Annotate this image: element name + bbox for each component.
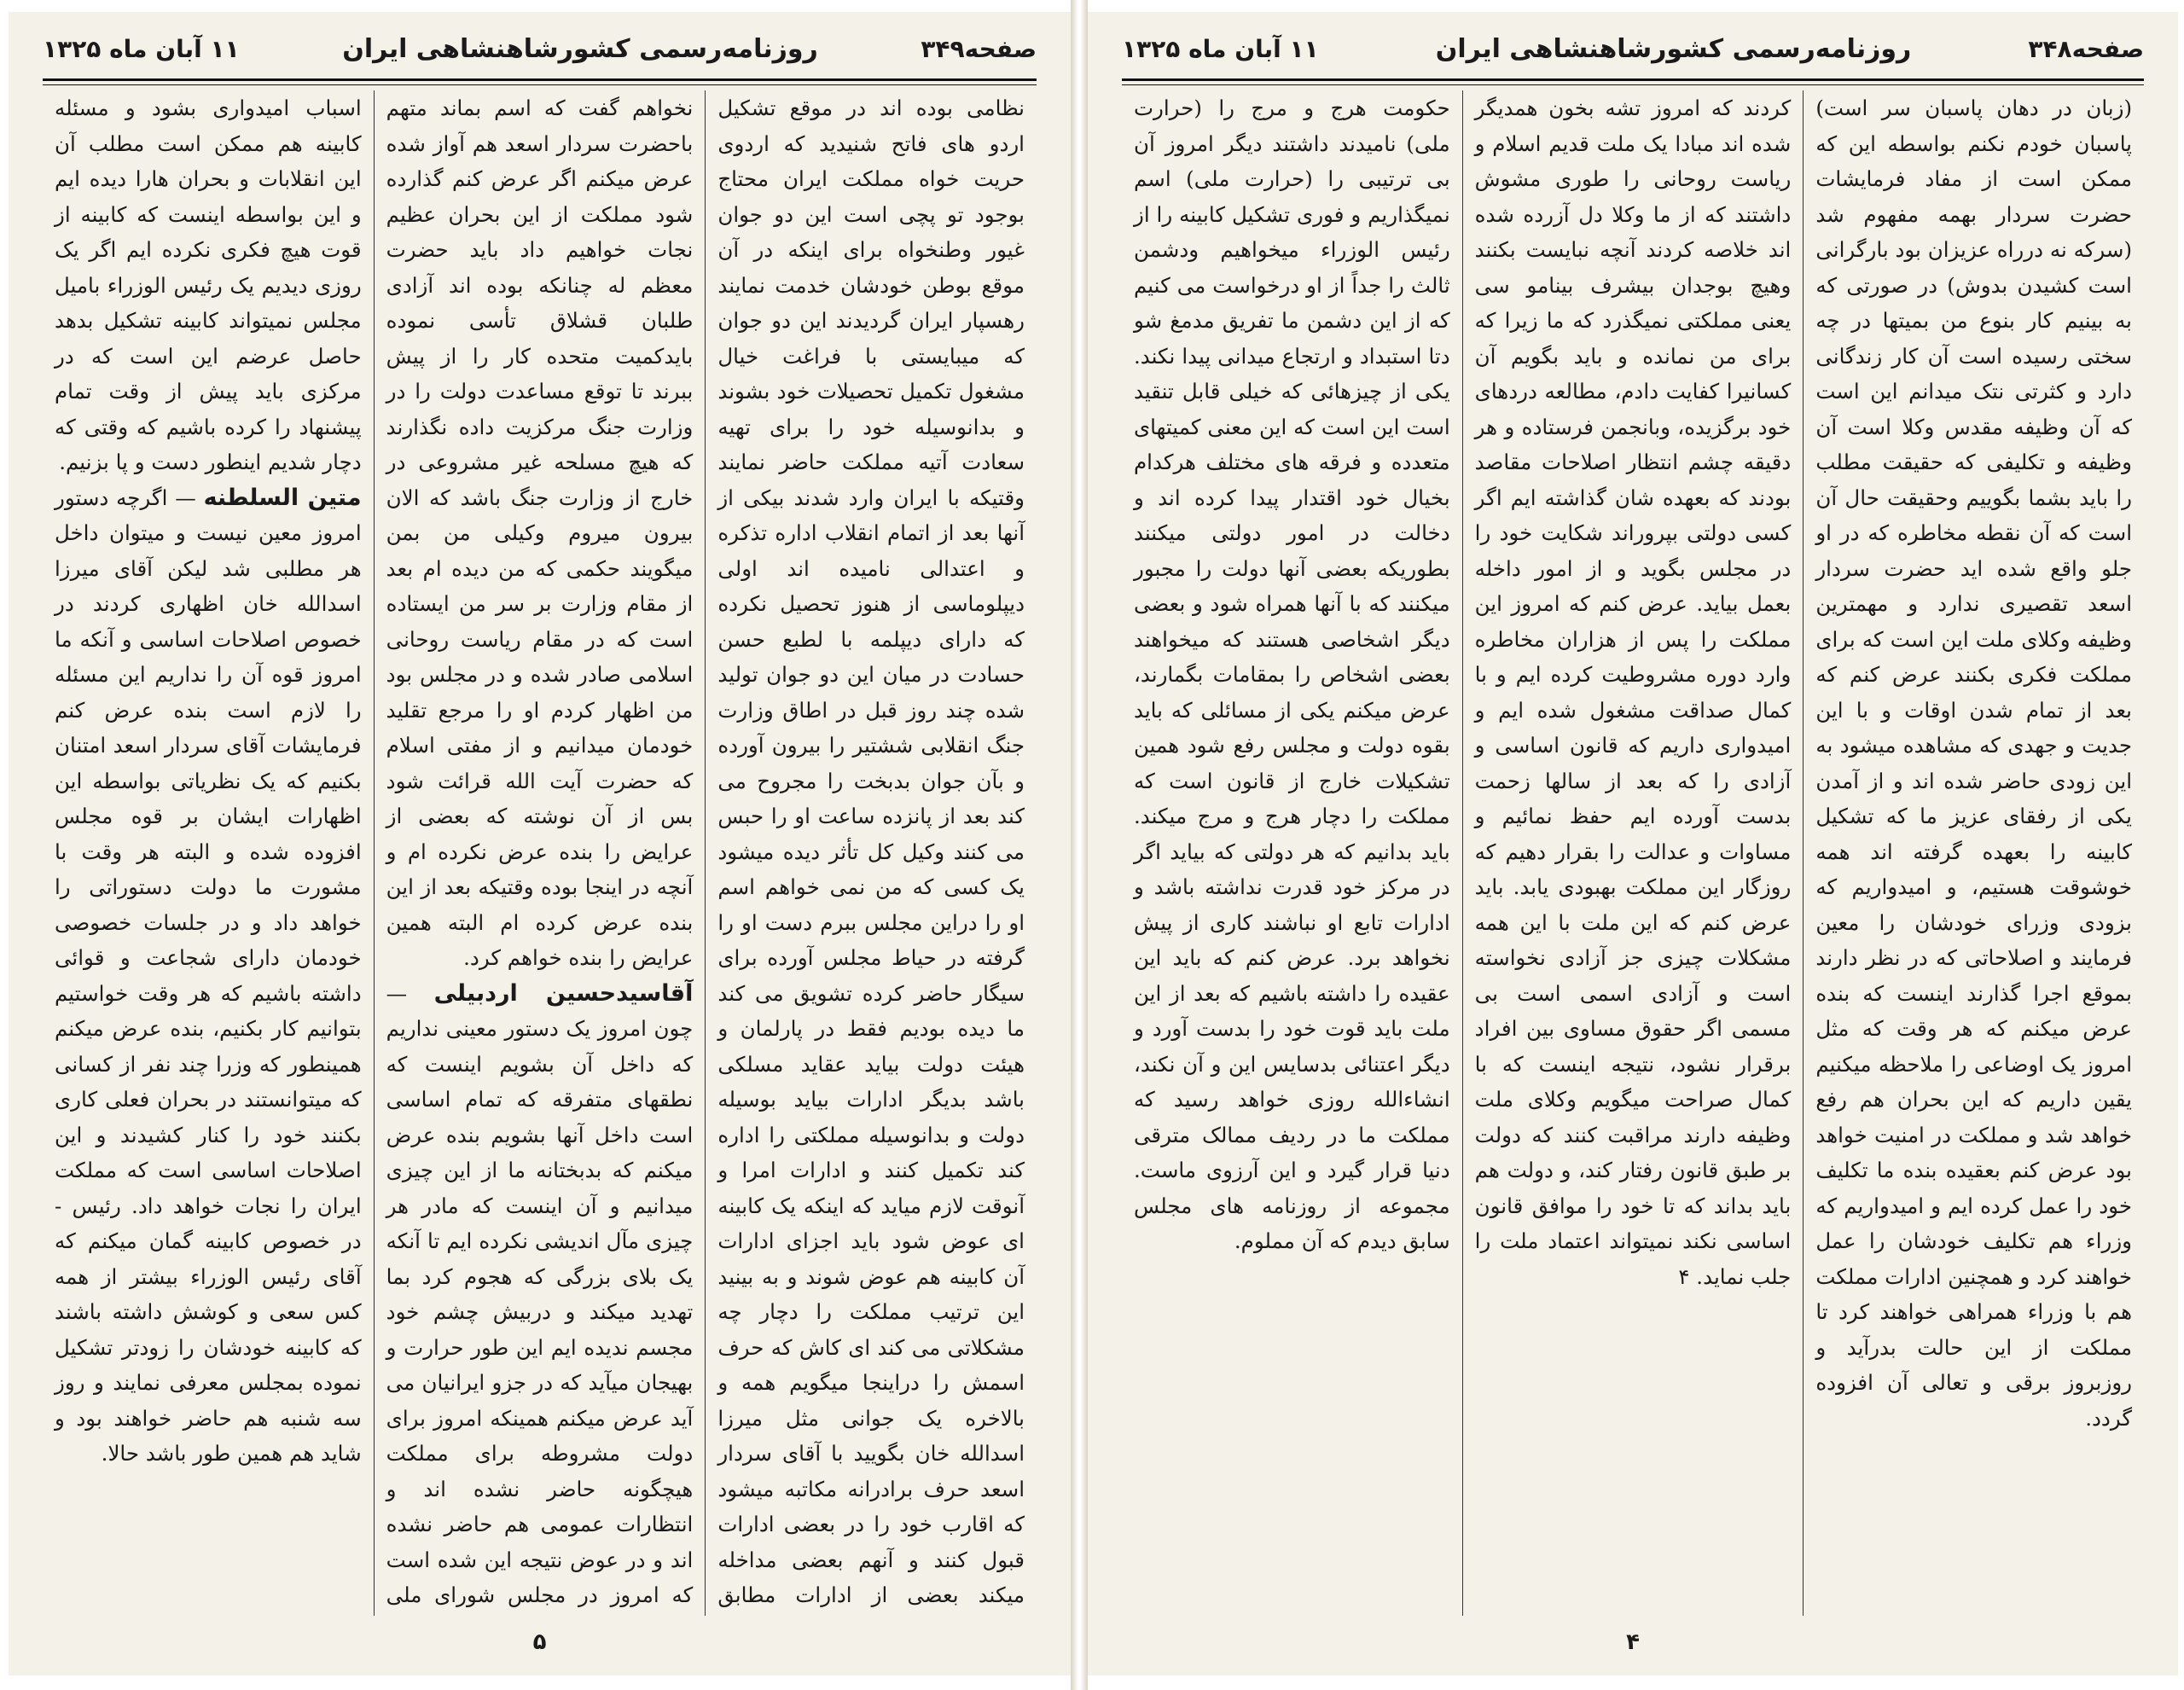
right-page-label: صفحه۳۴۸ [2028,34,2144,63]
left-column-2-subheading: آقاسیدحسین اردبیلی [433,979,694,1007]
left-page-number: ۵ [532,1629,547,1655]
left-column-2-subtext: چون امروز یک دستور معینی نداریم که داخل آن بشویم اینست که نطقهای متفرقه که تمام اساسی است داخل آنها بشویم بنده عرض میکنم که بدبختانه ما از این چیزی میدانیم و آن اینست که مادر هر چیزی مآل اندیشی نکرده ایم تا آنکه یک بلای بزرگی که هجوم کرد بما تهدید میکند و دربیش چشم خود مجسم ندیده ایم این طور حرارت و بهیجان میآید که در جزو ایرانیان می آید عرض میکنم همینکه امروز برای دولت مشروطه برای مملکت هیچگونه حاضر نشده اند و انتظارات عمومی هم حاضر نشده اند و در عوض نتیجه این شده است که امروز در مجلس شورای ملی [386,1016,694,1607]
right-page [1088,12,2178,1675]
right-column-3-text: حکومت هرج و مرج را (حرارت ملی) نامیدند داشتند دیگر امروز آن بی ترتیبی را (حرارت ملی) اسم نمیگذاریم و فوری تشکیل کابینه را از رئیس الوزراء میخواهیم ودشمن ثالث را جداً از او درخواست می کنیم که از این دشمن ما تفریق مدمغ شو دتا استبداد و ارتجاع میدانی پیدا نکند. یکی از چیزهائی که خیلی قابل تنقید است این است که این معنی کمیتهای متعدده و فرقه های مختلف هرکدام بخیال خود اقتدار پیدا کرده اند و دخالت در امور دولتی میکنند بطوریکه بعضی آنها دولت را مجبور میکنند که با آنها همراه شود و بعضی دیگر اشخاصی هستند که میخواهند بعضی اشخاص را بمقامات بگمارند، عرض میکنم یکی از مسائلی که باید بقوه دولت و مجلس رفع شود همین تشکیلات خارج از قانون است که مملکت را دچار هرج و مرج میکند. باید بدانیم که هر دولتی که بیاید اگر در مرکز خود قدرت نداشته باشد و ادارات تابع او نباشند کاری از پیش نخواهد برد. عرض کنم که باید این عقیده را داشته باشیم که بعد از این ملت باید قوت خود را بدست آورد و دیگر اعتنائی بدسایس این و آن نکند، انشاءالله روزی خواهد رسید که مملکت ما در ردیف ممالک مترقی دنیا قرار گیرد و این آرزوی ماست. مجموعه از روزنامه های مجلس سابق دیدم که آن مملوم. [1133,96,1450,1253]
right-column-2-text: کردند که امروز تشه بخون همدیگر شده اند مبادا یک ملت قدیم اسلام و ریاست روحانی را طوری مشوش داشتند که از ما وکلا دل آزرده شده اند خلاصه کردند آنچه نبایست بکنند وهیچ بوجدان بیشرف بینامو سی یعنی مملکتی نمیگذرد که ما زیرا که برای من نمانده و باید بگویم آن کسانیرا کفایت دادم، مطالعه دردهای خود برگزیده، وبانجمن فرستاده و هر دقیقه چشم انتظار اصلاحات مقاصد بودند که بعهده شان گذاشته ایم اگر کسی دولتی بپروراند شکایت خود را در مجلس بگوید و از امور داخله بعمل بیاید. عرض کنم که امروز این مملکت را پس از هزاران مخاطره وارد دوره مشروطیت کرده ایم و با کمال صداقت مشغول شده ایم و امیدواری داریم که قانون اساسی و آزادی را که بعد از سالها زحمت بدست آورده ایم حفظ نمائیم و مساوات و عدالت را بقرار دهیم که روزگار این مملکت بهبودی یابد. باید عرض کنم که این ملت با این همه مشکلات چیزی جز آزادی نخواسته است و آزادی اسمی است بی مسمی اگر حقوق مساوی بین افراد برقرار نشود، نتیجه اینست که با کمال صراحت میگویم وکلای ملت وظیفه دارند مراقبت کنند که دولت بر طبق قانون رفتار کند، و دولت هم باید بداند که تا خود را موافق قانون اساسی نکند نمیتواند اعتماد ملت را جلب نماید. ۴ [1474,96,1792,1289]
left-paper-name: روزنامه‌رسمی کشورشاهنشاهی ایران [342,33,818,64]
right-paper-name: روزنامه‌رسمی کشورشاهنشاهی ایران [1435,33,1912,64]
left-page-date: ۱۱ آبان ماه ۱۳۲۵ [43,34,240,63]
right-page-header [1122,20,2144,77]
right-column-3 [1122,90,1462,1616]
right-column-2 [1462,90,1804,1616]
left-page-columns [43,90,1037,1616]
left-column-2-text: نخواهم گفت که اسم بماند متهم باحضرت سردار اسعد هم آواز شده عرض میکنم اگر عرض کنم گذارده شود مملکت از این بحران عظیم نجات خواهیم داد باید حضرت معظم له چنانکه بوده اند آزادی طلبان قشلاق تأسی نموده بایدکمیت متحده کار را از پیش ببرند تا توقع مساعدت دولت را در وزارت جنگ مرکزیت داده نگذارند که هیچ مسلحه غیر مشروعی در خارج از وزارت جنگ باشد که الان بیرون میروم وکیلی من بمن میگویند حکمی که من دیده ام بعد از مقام وزارت بر سر من ایستاده است که در مقام ریاست روحانی اسلامی صادر شده و در مجلس بود من اظهار کردم او را مرجع تقلید خودمان میدانیم و از مفتی اسلام که حضرت آیت الله قرائت شود بس از آن نوشته که بعضی از عرایض را بنده عرض نکرده ام و آنچه در اینجا بوده وقتیکه بعد از این بنده عرض کرده ام البته همین عرایض را بنده خواهم کرد. [386,96,694,970]
left-column-3: اسباب امیدواری بشود و مسئله کابینه هم ممکن است مطلب آن این انقلابات و بحران هارا دیده ایم و این بواسطه اینست که کابینه از قوت هیچ فکری نکرده ایم اگر یک روزی دیدیم یک رئیس الوزراء بامیل مجلس نمیتواند کابینه تشکیل بدهد حاصل عرضم این است که در مرکزی باید پیش از وقت تمام پیشنهاد را کرده باشیم که وقتی که دچار شدیم اینطور دست و پا بزنیم. متین السلطنه — اگرچه دستور امروز معین نیست و میتوان داخل هر مطلبی شد لیکن آقای میرزا اسدالله خان اظهاری کردند در خصوص اصلاحات اساسی و آنکه ما امروز قوه آن را نداریم این مسئله را لازم است بنده عرض کنم فرمایشات آقای سردار اسعد امتنان بکنیم که یک نظریاتی بواسطه این اظهارات ایشان بر قوه مجلس افزوده شده و البته هر وقت با مشورت ما دولت دستوراتی را خواهد داد و در جلسات خصوصی خودمان دارای شجاعت و قوائی داشته باشیم که هر وقت خواستیم بتوانیم کار بکنیم، بنده عرض میکنم همینطور که وزرا چند نفر از کسانی که میتوانستند در بحران فعلی کاری بکنند خود را کنار کشیدند و این اصلاحات اساسی است که مملکت ایران را نجات خواهد داد. رئیس - در خصوص کابینه گمان میکنم که آقای رئیس الوزراء بیشتر از همه کس سعی و کوشش داشته باشند که کابینه خودشان را زودتر تشکیل نموده بمجلس معرفی نمایند و روز سه شنبه هم حاضر خواهند بود و شاید هم همین طور باشد حالا. [43,90,374,1616]
left-page-header [43,20,1037,77]
left-column-3-subtext: اگرچه دستور امروز معین نیست و میتوان داخل هر مطلبی شد لیکن آقای میرزا اسدالله خان اظهاری کردند در خصوص اصلاحات اساسی و آنکه ما امروز قوه آن را نداریم این مسئله را لازم است بنده عرض کنم فرمایشات آقای سردار اسعد امتنان بکنیم که یک نظریاتی بواسطه این اظهارات ایشان بر قوه مجلس افزوده شده و البته هر وقت با مشورت ما دولت دستوراتی را خواهد داد و در جلسات خصوصی خودمان دارای شجاعت و قوائی داشته باشیم که هر وقت خواستیم بتوانیم کار بکنیم، بنده عرض میکنم همینطور که وزرا چند نفر از کسانی که میتوانستند در بحران فعلی کاری بکنند خود را کنار کشیدند و این اصلاحات اساسی است که مملکت ایران را نجات خواهد داد. رئیس - در خصوص کابینه گمان میکنم که آقای رئیس الوزراء بیشتر از همه کس سعی و کوشش داشته باشند که کابینه خودشان را زودتر تشکیل نموده بمجلس معرفی نمایند و روز سه شنبه هم حاضر خواهند بود و شاید هم همین طور باشد حالا. [54,485,362,1466]
left-header-rule [43,78,1037,85]
left-column-3-text: اسباب امیدواری بشود و مسئله کابینه هم ممکن است مطلب آن این انقلابات و بحران هارا دیده ایم و این بواسطه اینست که کابینه از قوت هیچ فکری نکرده ایم اگر یک روزی دیدیم یک رئیس الوزراء بامیل مجلس نمیتواند کابینه تشکیل بدهد حاصل عرضم این است که در مرکزی باید پیش از وقت تمام پیشنهاد را کرده باشیم که وقتی که دچار شدیم اینطور دست و پا بزنیم. [54,96,362,474]
left-column-1-text: نظامی بوده اند در موقع تشکیل اردو های فاتح شنیدید که اردوی حریت خواه مملکت ایران محتاج بوجود تو پچی است این دو جوان غیور وطنخواه برای اینکه در آن موقع بوطن خودشان خدمت نمایند رهسپار ایران گردیدند این دو جوان که میبایستی با فراغت خیال مشغول تکمیل تحصیلات خود بشوند و بدانوسیله خود را برای تهیه سعادت آتیه مملکت حاضر نمایند وقتیکه با ایران وارد شدند بیکی از آنها بعد از اتمام انقلاب اداره تذکره و اعتدالی نامیده اند اولی دیپلوماسی از هنوز تحصیل نکرده که دارای دیپلمه با لطبع حسن حسادت در میان این دو جوان تولید شده چند روز قبل در اطاق وزارت جنگ انقلابی ششتیر را بیرون آورده و بآن جوان بدبخت را مجروح می کند بعد از پانزده ساعت او را حبس می کنند وکیل کل تأثر دیده میشود یک کسی که من نمی خواهم اسم او را دراین مجلس ببرم دست او را گرفته در حیاط مجلس آورده برای سیگار حاضر کرده تشویق می کند ما دیده بودیم فقط در پارلمان و هیئت دولت بیاید عقاید مسلکی باشد بدیگر ادارات بیاید بوسیله دولت و بدانوسیله مملکتی را اداره کند تکمیل کنند و ادارات امرا و آنوقت لازم میاید که اینکه یک کابینه ای عوض شود باید اجزای ادارات آن کابینه هم عوض شوند و به بینید این ترتیب مملکت را دچار چه مشکلاتی می کند ای کاش که حرف اسمش را دراینجا میگویم همه و بالاخره یک جوانی مثل میرزا اسدالله خان بگویید با آقای سردار اسعد حرف برادرانه مکاتبه میشود که اقارب خود را در بعضی ادارات قبول کنند و آنهم بعضی مداخله میکند بعضی از ادارات مطابق [717,96,1025,1607]
right-column-1 [1803,90,2144,1616]
right-page-date: ۱۱ آبان ماه ۱۳۲۵ [1122,34,1319,63]
left-column-3-subheading: متین السلطنه [203,484,362,511]
right-page-number: ۴ [1626,1629,1640,1655]
right-page-columns [1122,90,2144,1616]
left-column-2: نخواهم گفت که اسم بماند متهم باحضرت سردار اسعد هم آواز شده عرض میکنم اگر عرض کنم گذارده شود مملکت از این بحران عظیم نجات خواهیم داد باید حضرت معظم له چنانکه بوده اند آزادی طلبان قشلاق تأسی نموده بایدکمیت متحده کار را از پیش ببرند تا توقع مساعدت دولت را در وزارت جنگ مرکزیت داده نگذارند که هیچ مسلحه غیر مشروعی در خارج از وزارت جنگ باشد که الان بیرون میروم وکیلی من بمن میگویند حکمی که من دیده ام بعد از مقام وزارت بر سر من ایستاده است که در مقام ریاست روحانی اسلامی صادر شده و در مجلس بود من اظهار کردم او را مرجع تقلید خودمان میدانیم و از مفتی اسلام که حضرت آیت الله قرائت شود بس از آن نوشته که بعضی از عرایض را بنده عرض نکرده ام و آنچه در اینجا بوده وقتیکه بعد از این بنده عرض کرده ام البته همین عرایض را بنده خواهم کرد. آقاسیدحسین اردبیلی — چون امروز یک دستور معینی نداریم که داخل آن بشویم اینست که نطقهای متفرقه که تمام اساسی است داخل آنها بشویم بنده عرض میکنم که بدبختانه ما از این چیزی میدانیم و آن اینست که مادر هر چیزی مآل اندیشی نکرده ایم تا آنکه یک بلای بزرگی که هجوم کرد بما تهدید میکند و دربیش چشم خود مجسم ندیده ایم این طور حرارت و بهیجان میآید که در جزو ایرانیان می آید عرض میکنم همینکه امروز برای دولت مشروطه برای مملکت هیچگونه حاضر نشده اند و انتظارات عمومی هم حاضر نشده اند و در عوض نتیجه این شده است که امروز در مجلس شورای ملی [374,90,706,1616]
left-page-label: صفحه۳۴۹ [921,34,1037,63]
right-header-rule [1122,78,2144,85]
right-column-1-text: (زبان در دهان پاسبان سر است) پاسبان خودم نکنم بواسطه این که ممکن است از مفاد فرمایشات حضرت سردار بهمه مفهوم شد (سرکه نه درراه عزیزان بود بارگرانی است کشیدن بدوش) در صورتی که به بینیم کار بنوع من بمیتها در چه سختی رسیده است آن کار زندگانی دارد و کثرتی نتک میدانم این است که آن وظیفه مقدس وکلا است آن وظیفه و تکلیفی که حقیقت مطلب را باید بشما بگوییم وحقیقت حال آن است که آن نقطه مخاطره که در او جلو واقع شده اید حضرت سردار اسعد تقصیری ندارد و مهمترین وظیفه وکلای ملت این است که برای مملکت فکری بکنند عرض کنم که بعد از تمام شدن اوقات و با این جدیت و جهدی که مشاهده میشود به این زودی حاضر شده اند و از آمدن یکی از رفقای عزیز ما که تشکیل کابینه را بعهده گرفته اند همه خوشوقت هستیم، و امیدواریم که بزودی وزرای خودشان را معین فرمایند و اصلاحاتی که در نظر دارند بموقع اجرا گذارند اینست که بنده عرض میکنم که هر وقت که مثل امروز یک اوضاعی را ملاحظه میکنیم یقین داریم که این بحران هم رفع خواهد شد و مملکت در امنیت خواهد بود عرض کنم بعقیده بنده ما تکلیف خود را عمل کرده ایم و امیدواریم که وزراء هم تکلیف خودشان را عمل خواهند کرد و همچنین ادارات مملکت هم با وزراء همراهی خواهند کرد تا مملکت از این حالت بدرآید و روزبروز برقی و تعالی آن افزوده گردد. [1815,96,2132,1431]
left-column-1 [705,90,1037,1616]
left-page [9,12,1071,1675]
binding-gutter [1071,0,1088,1690]
